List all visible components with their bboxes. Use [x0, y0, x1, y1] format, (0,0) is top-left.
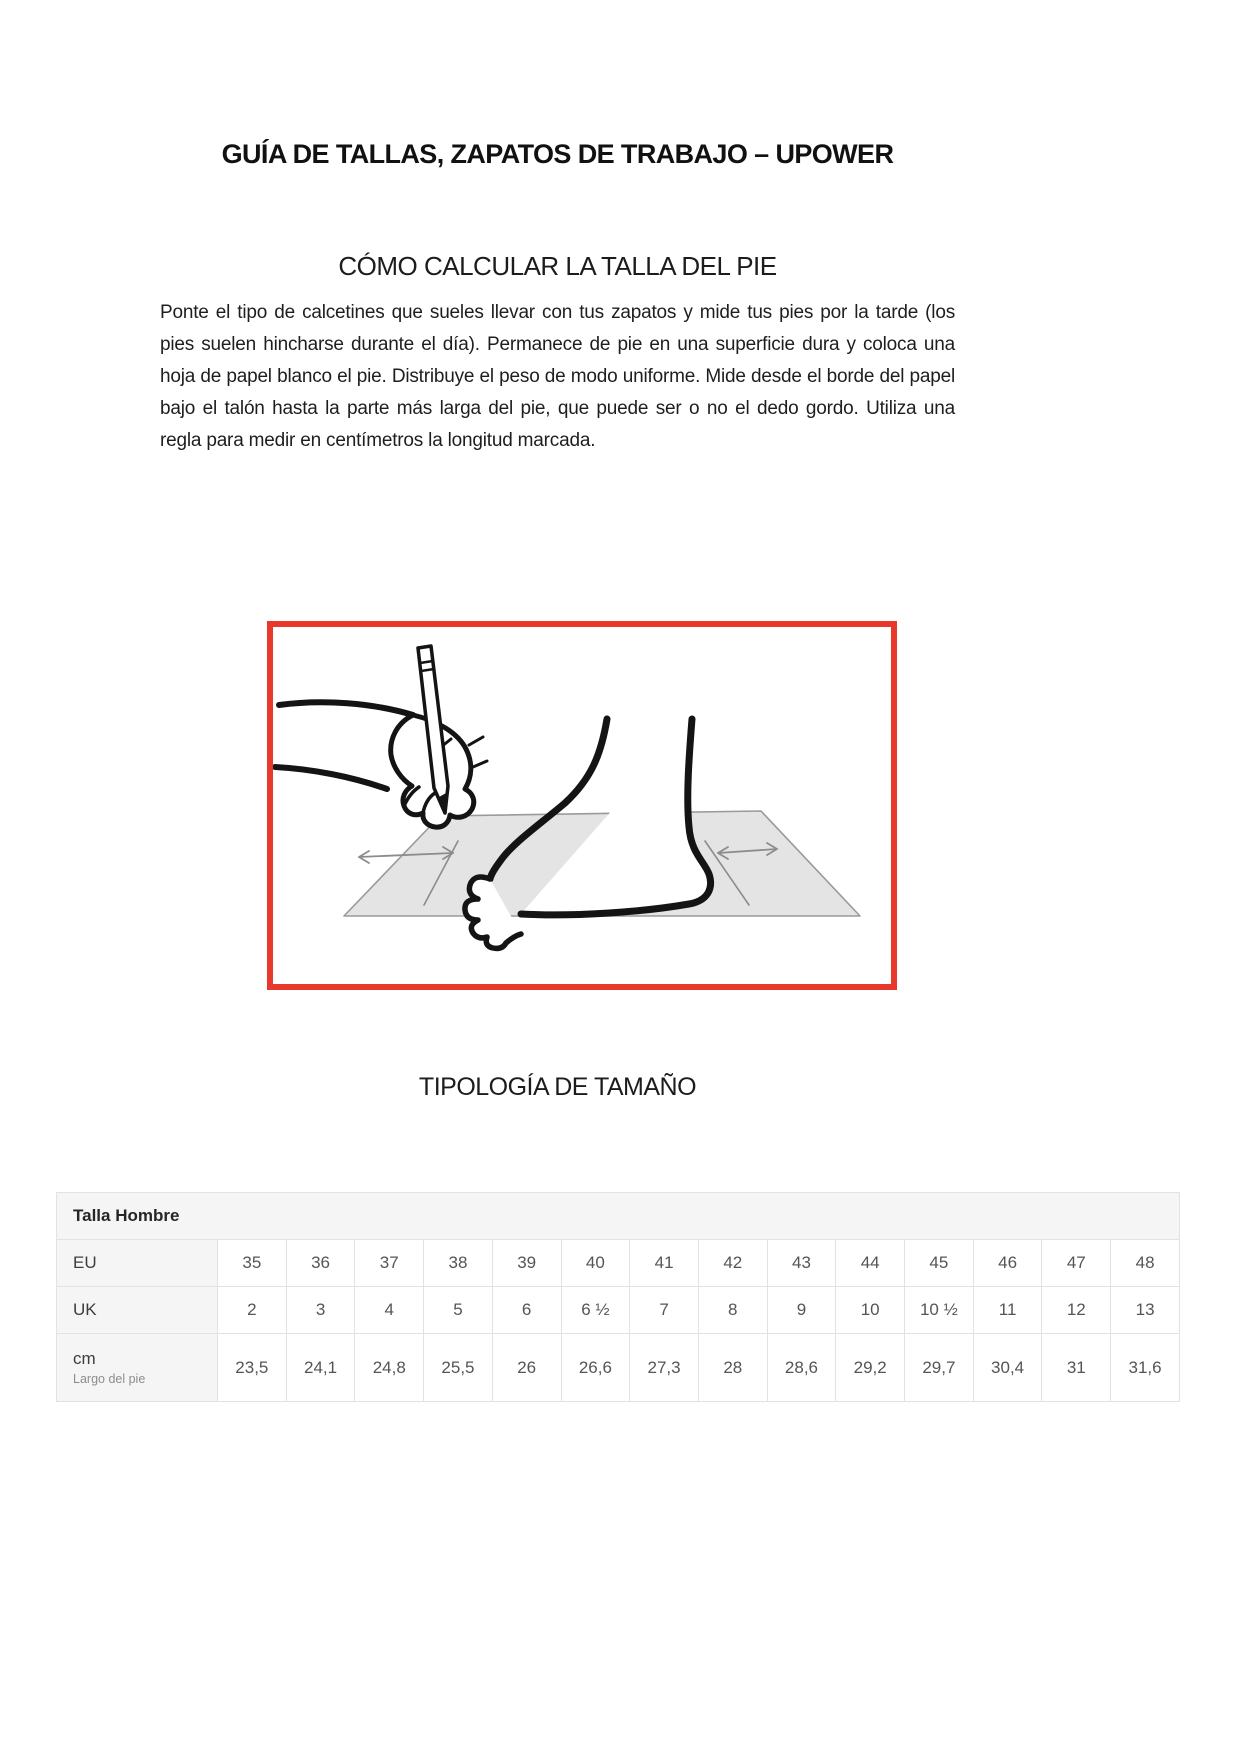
size-table — [56, 1192, 1180, 1402]
size-cell: 31,6 — [1111, 1334, 1180, 1402]
size-cell: 11 — [973, 1287, 1042, 1334]
size-table-container — [56, 1192, 1180, 1402]
size-cell: 31 — [1042, 1334, 1111, 1402]
size-cell: 3 — [286, 1287, 355, 1334]
size-cell: 10 ½ — [905, 1287, 974, 1334]
size-cell: 48 — [1111, 1240, 1180, 1287]
size-cell: 4 — [355, 1287, 424, 1334]
size-cell: 25,5 — [424, 1334, 493, 1402]
size-cell: 39 — [492, 1240, 561, 1287]
size-cell: 24,8 — [355, 1334, 424, 1402]
table-header-row — [57, 1193, 1180, 1240]
size-cell: 43 — [767, 1240, 836, 1287]
size-cell: 12 — [1042, 1287, 1111, 1334]
size-cell: 10 — [836, 1287, 905, 1334]
size-cell: 40 — [561, 1240, 630, 1287]
row-label-eu: EU — [57, 1240, 218, 1287]
size-cell: 45 — [905, 1240, 974, 1287]
size-cell: 26 — [492, 1334, 561, 1402]
size-cell: 38 — [424, 1240, 493, 1287]
size-cell: 29,7 — [905, 1334, 974, 1402]
size-cell: 5 — [424, 1287, 493, 1334]
size-cell: 24,1 — [286, 1334, 355, 1402]
size-cell: 35 — [218, 1240, 287, 1287]
size-cell: 47 — [1042, 1240, 1111, 1287]
size-cell: 28,6 — [767, 1334, 836, 1402]
table-row — [57, 1334, 1180, 1402]
table-row — [57, 1287, 1180, 1334]
size-cell: 36 — [286, 1240, 355, 1287]
size-cell: 41 — [630, 1240, 699, 1287]
size-cell: 23,5 — [218, 1334, 287, 1402]
foot-tracing-illustration — [273, 627, 891, 984]
foot-measurement-figure — [267, 621, 897, 990]
section-heading-como-calcular: CÓMO CALCULAR LA TALLA DEL PIE — [338, 251, 777, 281]
size-cell: 8 — [698, 1287, 767, 1334]
size-cell: 27,3 — [630, 1334, 699, 1402]
size-cell: 7 — [630, 1287, 699, 1334]
row-label-cm: cm Largo del pie — [57, 1334, 218, 1402]
size-cell: 13 — [1111, 1287, 1180, 1334]
size-cell: 46 — [973, 1240, 1042, 1287]
size-cell: 42 — [698, 1240, 767, 1287]
page-title: GUÍA DE TALLAS, ZAPATOS DE TRABAJO – UPOWER — [221, 139, 894, 169]
size-cell: 6 — [492, 1287, 561, 1334]
row-label-uk: UK — [57, 1287, 218, 1334]
size-table-body — [57, 1240, 1180, 1402]
hand-forearm — [279, 702, 413, 715]
size-cell: 44 — [836, 1240, 905, 1287]
size-cell: 26,6 — [561, 1334, 630, 1402]
section-heading-tipologia: TIPOLOGÍA DE TAMAÑO — [418, 1073, 697, 1101]
size-cell: 9 — [767, 1287, 836, 1334]
instructions-paragraph: Ponte el tipo de calcetines que sueles llevar con tus zapatos y mide tus pies por la tarde (los pies suelen hincharse durante el día). Permanece de pie en una superficie dura y coloca una hoja de papel blanco el pie. Distribuye el peso de modo uniforme. Mide desde el borde del papel bajo el talón hasta la parte más larga del pie, que puede ser o no el dedo gordo. Utiliza una regla para medir en centímetros la longitud marcada. — [160, 302, 955, 451]
size-table-title: Talla Hombre — [57, 1193, 1180, 1240]
size-cell: 6 ½ — [561, 1287, 630, 1334]
table-row — [57, 1240, 1180, 1287]
size-cell: 28 — [698, 1334, 767, 1402]
size-cell: 2 — [218, 1287, 287, 1334]
size-cell: 29,2 — [836, 1334, 905, 1402]
size-cell: 37 — [355, 1240, 424, 1287]
size-cell: 30,4 — [973, 1334, 1042, 1402]
row-sublabel: Largo del pie — [73, 1372, 146, 1386]
